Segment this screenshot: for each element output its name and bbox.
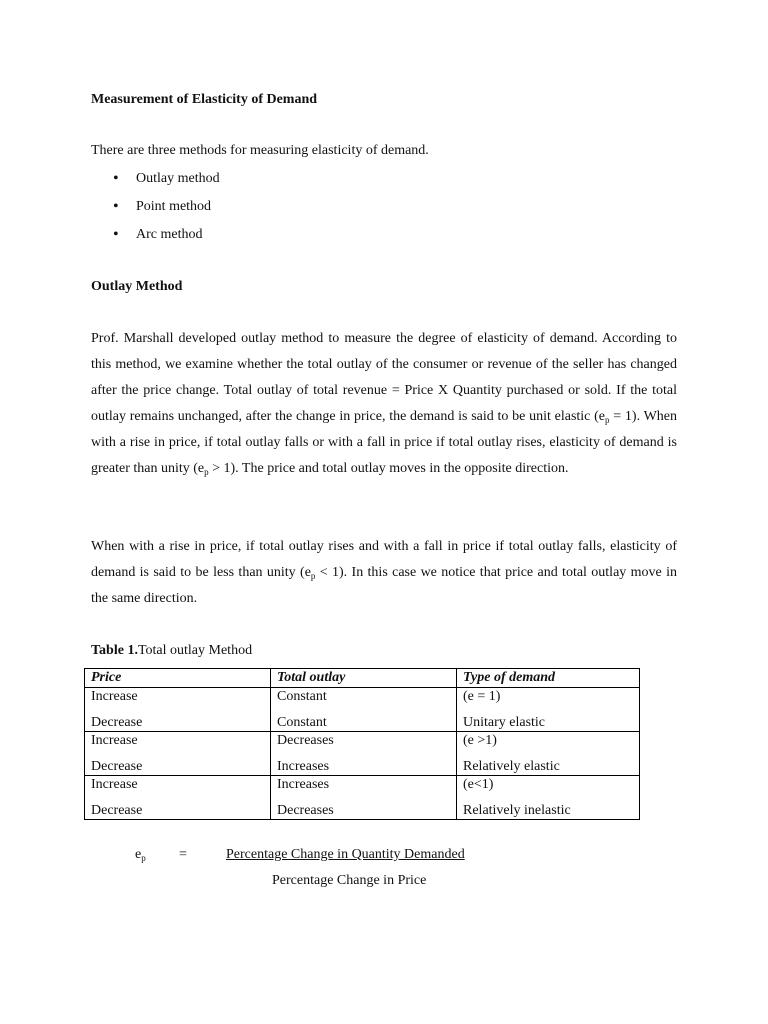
price-cell bbox=[85, 732, 271, 776]
price-cell bbox=[85, 776, 271, 820]
outlay-cell bbox=[271, 776, 457, 820]
total-outlay-table bbox=[84, 668, 640, 820]
paragraph-text: Prof. Marshall developed outlay method to measure the degree of elasticity of demand. According to this method, we examine whether the total outlay of the consumer or revenue of the seller has changed after the price change. Total outlay of total revenue = Price X Quantity purchased or sold. If the total outlay remains unchanged, after the change in price, the demand is said to be unit elastic (e bbox=[91, 331, 677, 424]
formula-numerator: Percentage Change in Quantity Demanded bbox=[226, 847, 465, 862]
cell-line: Decrease bbox=[91, 715, 143, 730]
formula-denominator: Percentage Change in Price bbox=[272, 873, 427, 888]
header-price: Price bbox=[85, 669, 271, 688]
elasticity-formula bbox=[0, 844, 768, 894]
list-item: • Point method bbox=[91, 198, 220, 226]
document-title: Measurement of Elasticity of Demand bbox=[91, 92, 318, 107]
cell-line: Constant bbox=[277, 689, 327, 704]
cell-line: Increases bbox=[277, 777, 330, 792]
subscript: p bbox=[605, 415, 610, 425]
subscript: p bbox=[141, 853, 146, 863]
list-item: • Outlay method bbox=[91, 170, 220, 198]
cell-line: Increase bbox=[91, 733, 138, 748]
subscript: p bbox=[204, 467, 209, 477]
cell-line: Relatively elastic bbox=[463, 759, 560, 774]
cell-line: Decrease bbox=[91, 803, 143, 818]
subscript: p bbox=[310, 571, 316, 581]
table-header-row bbox=[85, 669, 640, 688]
cell-line: Constant bbox=[277, 715, 327, 730]
paragraph-text: When with a rise in price, if total outlay rises and with a fall in price if total outlay falls, elasticity of demand is said to be less than unity (e bbox=[91, 539, 677, 580]
cell-line: Increases bbox=[277, 759, 330, 774]
demand-cell bbox=[457, 688, 640, 732]
table-row bbox=[85, 688, 640, 732]
table-row bbox=[85, 776, 640, 820]
cell-line: Decreases bbox=[277, 733, 334, 748]
cell-line: Decrease bbox=[91, 759, 143, 774]
header-total-outlay: Total outlay bbox=[271, 669, 457, 688]
list-item: • Arc method bbox=[91, 226, 220, 254]
outlay-paragraph-1 bbox=[91, 326, 677, 482]
cell-line: Unitary elastic bbox=[463, 715, 546, 730]
paragraph-text: < 1). In this case we notice that price and total outlay move in the same direction. bbox=[91, 565, 677, 606]
paragraph-text: > 1). The price and total outlay moves in the opposite direction. bbox=[208, 461, 569, 476]
cell-line: Relatively inelastic bbox=[463, 803, 571, 818]
cell-line: (e<1) bbox=[463, 777, 494, 792]
table-caption-text: Total outlay Method bbox=[137, 643, 253, 658]
header-type-of-demand: Type of demand bbox=[457, 669, 640, 688]
formula-symbol bbox=[135, 846, 146, 864]
section-heading: Outlay Method bbox=[91, 279, 183, 294]
methods-list bbox=[91, 170, 220, 254]
table-caption-label: Table 1. bbox=[91, 643, 138, 658]
cell-line: (e = 1) bbox=[463, 689, 501, 704]
cell-line: Increase bbox=[91, 777, 138, 792]
table-row bbox=[85, 732, 640, 776]
paragraph-text: = 1). When with a rise in price, if total outlay falls or with a fall in price if total outlay rises, elasticity of demand is greater than unity (e bbox=[91, 409, 677, 476]
cell-line: Decreases bbox=[277, 803, 334, 818]
formula-equals: = bbox=[179, 847, 187, 862]
intro-text: There are three methods for measuring elasticity of demand. bbox=[91, 143, 429, 158]
price-cell bbox=[85, 688, 271, 732]
formula-symbol-letter: e bbox=[135, 847, 142, 862]
table-caption bbox=[91, 642, 252, 660]
cell-line: Increase bbox=[91, 689, 138, 704]
demand-cell bbox=[457, 732, 640, 776]
outlay-cell bbox=[271, 732, 457, 776]
demand-cell bbox=[457, 776, 640, 820]
outlay-cell bbox=[271, 688, 457, 732]
cell-line: (e >1) bbox=[463, 733, 497, 748]
outlay-paragraph-2 bbox=[91, 534, 677, 612]
